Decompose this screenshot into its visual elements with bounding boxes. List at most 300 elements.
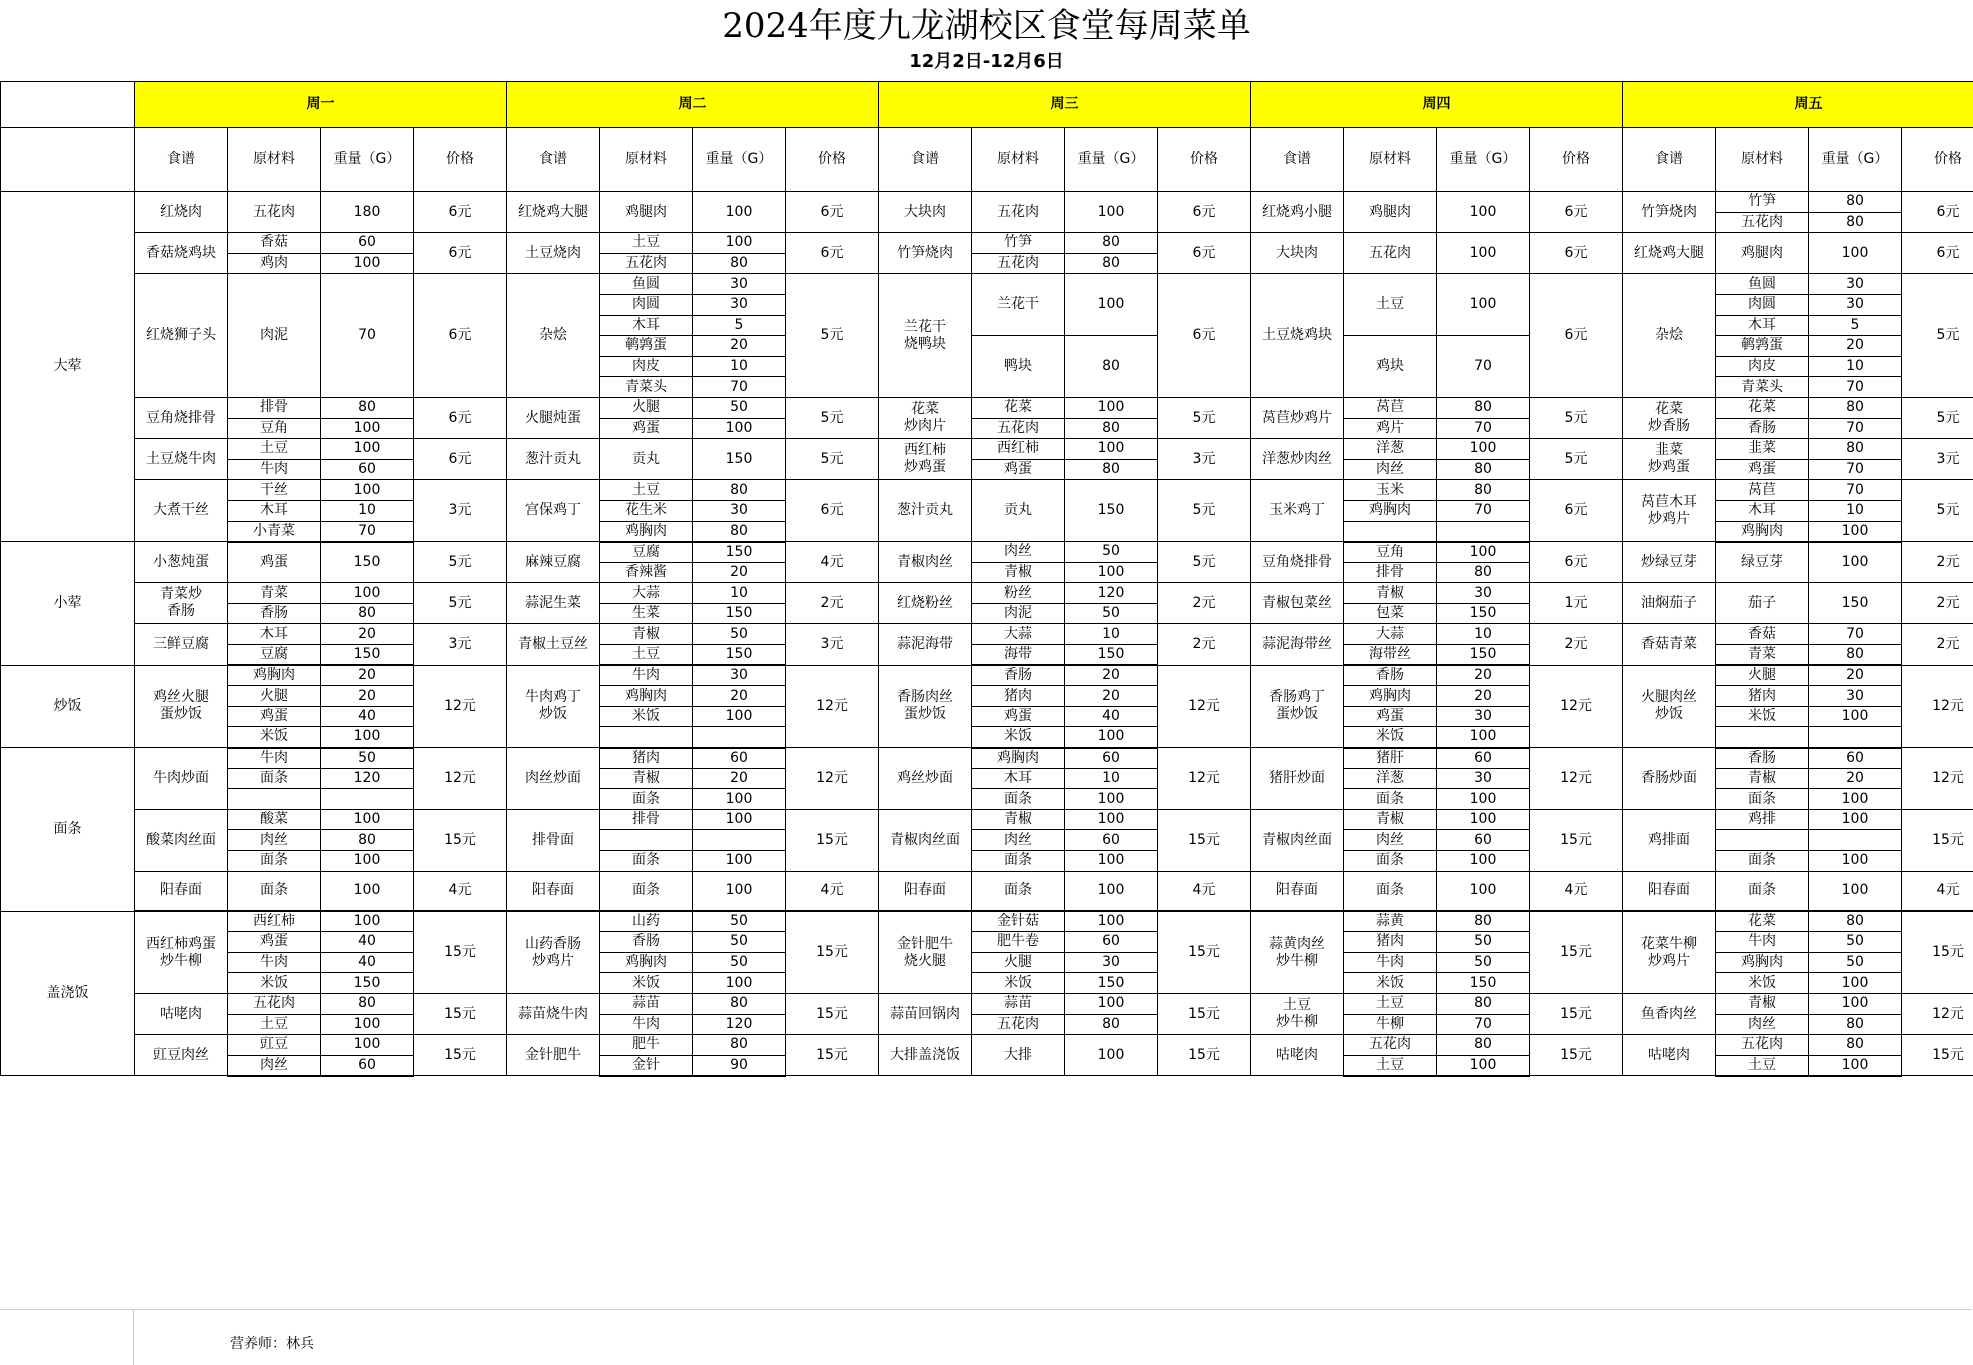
weight-col-header-tue: 重量（G） xyxy=(693,128,786,192)
ingredient-weight: 30 xyxy=(1809,274,1902,295)
ingredient-weight: 120 xyxy=(1065,583,1158,604)
ingredient-weight: 100 xyxy=(1065,993,1158,1014)
ingredient-weight: 70 xyxy=(321,274,414,398)
ingredient-weight: 60 xyxy=(1065,748,1158,769)
ingredient-weight: 80 xyxy=(1065,336,1158,398)
ingredient-weight: 100 xyxy=(1809,542,1902,583)
dish-name: 咕咾肉 xyxy=(1251,1035,1344,1076)
ingredient-name: 金针菇 xyxy=(972,911,1065,932)
dish-col-header-mon: 食谱 xyxy=(135,128,228,192)
ingredient-weight: 80 xyxy=(1437,397,1530,418)
ingredient-weight: 60 xyxy=(321,459,414,480)
day-header-fri: 周五 xyxy=(1623,82,1973,128)
dish-price: 2元 xyxy=(1902,542,1973,583)
ingredient-weight: 100 xyxy=(321,418,414,439)
ingredient-weight: 20 xyxy=(1809,768,1902,789)
dish-price: 5元 xyxy=(1902,274,1973,398)
ingredient-weight: 100 xyxy=(1437,192,1530,233)
dish-price: 5元 xyxy=(414,583,507,624)
ingredient-name: 香肠 xyxy=(1716,418,1809,439)
ingredient-name: 猪肉 xyxy=(600,748,693,769)
ingredient-weight: 100 xyxy=(693,809,786,830)
dish-name: 青椒土豆丝 xyxy=(507,624,600,665)
dish-price: 2元 xyxy=(1158,624,1251,665)
ingredient-name: 鸡胸肉 xyxy=(1344,500,1437,521)
ingredient-weight: 50 xyxy=(1065,542,1158,563)
dish-col-header-thu: 食谱 xyxy=(1251,128,1344,192)
ingredient-name: 玉米 xyxy=(1344,480,1437,501)
ingredient-weight: 80 xyxy=(693,480,786,501)
dish-name: 土豆烧牛肉 xyxy=(135,439,228,480)
dish-price: 5元 xyxy=(1158,480,1251,542)
ingredient-weight: 150 xyxy=(1437,603,1530,624)
ingredient-weight: 80 xyxy=(321,830,414,851)
ingredient-name: 贡丸 xyxy=(600,439,693,480)
ingredient-name: 粉丝 xyxy=(972,583,1065,604)
ingredient-name: 米饭 xyxy=(600,706,693,727)
dish-price: 4元 xyxy=(786,542,879,583)
ingredient-weight: 5 xyxy=(1809,315,1902,336)
ingredient-name: 海带丝 xyxy=(1344,645,1437,666)
dish-price: 1元 xyxy=(1530,583,1623,624)
ingredient-name: 青椒 xyxy=(972,809,1065,830)
ingredient-weight: 60 xyxy=(693,748,786,769)
ingredient-weight: 80 xyxy=(1065,1014,1158,1035)
ingredient-name: 鸡腿肉 xyxy=(600,192,693,233)
ingredient-name: 肉圆 xyxy=(600,294,693,315)
dish-col-header-wed: 食谱 xyxy=(879,128,972,192)
ingredient-weight: 60 xyxy=(1065,932,1158,953)
dish-price: 15元 xyxy=(786,911,879,993)
table-row xyxy=(1,748,1973,769)
ingredient-name: 莴苣 xyxy=(1344,397,1437,418)
dish-name: 洋葱炒肉丝 xyxy=(1251,439,1344,480)
ingredient-name: 面条 xyxy=(1716,851,1809,872)
price-col-header-mon: 价格 xyxy=(414,128,507,192)
ingredient-name: 火腿 xyxy=(600,397,693,418)
dish-price: 2元 xyxy=(1902,624,1973,665)
ingredient-weight: 100 xyxy=(693,973,786,994)
dish-name: 阳春面 xyxy=(879,871,972,911)
ingredient-weight: 50 xyxy=(1809,932,1902,953)
ingredient-name: 鸡胸肉 xyxy=(600,952,693,973)
ingredient-weight: 40 xyxy=(321,932,414,953)
ingredient-name: 米饭 xyxy=(228,973,321,994)
ingredient-name xyxy=(1716,830,1809,851)
ingredient-name: 鸡胸肉 xyxy=(1716,521,1809,542)
dish-price: 15元 xyxy=(1530,911,1623,993)
dish-price: 5元 xyxy=(786,397,879,438)
dish-price: 12元 xyxy=(1902,748,1973,810)
ingredient-weight: 20 xyxy=(693,336,786,357)
ingredient-weight: 10 xyxy=(321,500,414,521)
dish-name: 莴苣炒鸡片 xyxy=(1251,397,1344,438)
ingredient-name xyxy=(1344,521,1437,542)
ingredient-weight: 70 xyxy=(1809,418,1902,439)
ingredient-name: 香肠 xyxy=(600,932,693,953)
ingredient-name: 木耳 xyxy=(972,768,1065,789)
ingredient-weight: 80 xyxy=(1809,645,1902,666)
ingredient-weight: 40 xyxy=(1065,706,1158,727)
ingredient-weight: 30 xyxy=(1809,686,1902,707)
ingredient-name: 青菜 xyxy=(228,583,321,604)
ingredient-weight xyxy=(1809,727,1902,748)
ingredient-name: 肉丝 xyxy=(972,830,1065,851)
ingredient-name: 鸡蛋 xyxy=(972,706,1065,727)
ingredient-weight: 100 xyxy=(321,851,414,872)
dish-name: 竹笋烧肉 xyxy=(879,233,972,274)
ingredient-name: 香肠 xyxy=(972,665,1065,686)
dish-price: 15元 xyxy=(1158,911,1251,993)
ingredient-name: 香菇 xyxy=(228,233,321,254)
ingredient-name: 洋葱 xyxy=(1344,768,1437,789)
dish-price: 2元 xyxy=(1158,583,1251,624)
ingredient-col-header-fri: 原材料 xyxy=(1716,128,1809,192)
ingredient-name: 香辣酱 xyxy=(600,562,693,583)
ingredient-name: 鸡胸肉 xyxy=(1716,952,1809,973)
ingredient-name: 大蒜 xyxy=(972,624,1065,645)
dish-price: 6元 xyxy=(1158,192,1251,233)
ingredient-weight: 100 xyxy=(321,1014,414,1035)
dish-name: 红烧鸡大腿 xyxy=(1623,233,1716,274)
ingredient-name: 牛肉 xyxy=(228,748,321,769)
dish-price: 6元 xyxy=(1158,233,1251,274)
ingredient-name: 海带 xyxy=(972,645,1065,666)
table-row xyxy=(1,480,1973,501)
ingredient-name: 鸭块 xyxy=(972,336,1065,398)
ingredient-weight: 150 xyxy=(693,439,786,480)
ingredient-weight: 80 xyxy=(1065,233,1158,254)
ingredient-name: 五花肉 xyxy=(972,1014,1065,1035)
ingredient-name: 面条 xyxy=(1344,851,1437,872)
dish-name: 鱼香肉丝 xyxy=(1623,993,1716,1034)
ingredient-weight: 30 xyxy=(1809,294,1902,315)
ingredient-name: 青椒 xyxy=(1344,809,1437,830)
ingredient-name: 贡丸 xyxy=(972,480,1065,542)
category-label: 大荤 xyxy=(1,192,135,542)
ingredient-name: 青椒 xyxy=(972,562,1065,583)
ingredient-weight: 100 xyxy=(1065,274,1158,336)
ingredient-name: 五花肉 xyxy=(1344,1035,1437,1056)
ingredient-weight: 70 xyxy=(1437,418,1530,439)
dish-name: 大煮干丝 xyxy=(135,480,228,542)
ingredient-weight: 100 xyxy=(1437,789,1530,810)
ingredient-name: 土豆 xyxy=(600,233,693,254)
dish-price: 15元 xyxy=(1158,993,1251,1034)
ingredient-weight: 70 xyxy=(1809,624,1902,645)
dish-name: 阳春面 xyxy=(1623,871,1716,911)
ingredient-weight: 40 xyxy=(321,952,414,973)
ingredient-name xyxy=(228,789,321,810)
dish-name: 鸡丝炒面 xyxy=(879,748,972,810)
dish-price: 4元 xyxy=(1902,871,1973,911)
dish-price: 12元 xyxy=(1530,748,1623,810)
ingredient-weight: 100 xyxy=(693,851,786,872)
dish-price: 15元 xyxy=(1158,809,1251,871)
weight-col-header-mon: 重量（G） xyxy=(321,128,414,192)
ingredient-weight: 10 xyxy=(693,356,786,377)
ingredient-name: 五花肉 xyxy=(972,418,1065,439)
dish-price: 6元 xyxy=(1158,274,1251,398)
ingredient-name: 洋葱 xyxy=(1344,439,1437,460)
ingredient-name: 五花肉 xyxy=(228,993,321,1014)
ingredient-name: 牛肉 xyxy=(600,665,693,686)
dish-name: 杂烩 xyxy=(1623,274,1716,398)
ingredient-name: 排骨 xyxy=(228,397,321,418)
table-row xyxy=(1,274,1973,295)
dish-name: 山药香肠 炒鸡片 xyxy=(507,911,600,993)
dish-price: 15元 xyxy=(1158,1035,1251,1076)
ingredient-name: 肉丝 xyxy=(228,830,321,851)
ingredient-name: 蒜苗 xyxy=(600,993,693,1014)
ingredient-weight: 150 xyxy=(1809,583,1902,624)
dish-name: 火腿肉丝 炒饭 xyxy=(1623,665,1716,747)
ingredient-name: 火腿 xyxy=(972,952,1065,973)
dish-name: 香肠炒面 xyxy=(1623,748,1716,810)
ingredient-weight: 150 xyxy=(321,542,414,583)
ingredient-name xyxy=(600,830,693,851)
table-row xyxy=(1,911,1973,932)
ingredient-weight: 70 xyxy=(1809,480,1902,501)
ingredient-weight xyxy=(321,789,414,810)
ingredient-name: 西红柿 xyxy=(972,439,1065,460)
ingredient-name: 牛肉 xyxy=(228,459,321,480)
dish-price: 6元 xyxy=(414,192,507,233)
category-label: 面条 xyxy=(1,748,135,912)
dish-price: 4元 xyxy=(1158,871,1251,911)
dish-price: 12元 xyxy=(786,748,879,810)
table-row xyxy=(1,1035,1973,1056)
dish-name: 蒜泥生菜 xyxy=(507,583,600,624)
ingredient-name: 鸡腿肉 xyxy=(1716,233,1809,274)
ingredient-weight: 80 xyxy=(1437,911,1530,932)
dish-name: 土豆烧肉 xyxy=(507,233,600,274)
ingredient-weight: 70 xyxy=(1809,459,1902,480)
dish-name: 麻辣豆腐 xyxy=(507,542,600,583)
dish-name: 豆角烧排骨 xyxy=(135,397,228,438)
ingredient-weight: 150 xyxy=(1437,645,1530,666)
ingredient-name: 猪肉 xyxy=(1716,686,1809,707)
ingredient-weight: 20 xyxy=(693,768,786,789)
dish-price: 5元 xyxy=(786,439,879,480)
dish-name: 土豆烧鸡块 xyxy=(1251,274,1344,398)
ingredient-weight: 50 xyxy=(321,748,414,769)
ingredient-weight: 30 xyxy=(693,665,786,686)
table-row xyxy=(1,871,1973,911)
ingredient-name: 鱼圆 xyxy=(600,274,693,295)
ingredient-name: 酸菜 xyxy=(228,809,321,830)
ingredient-name: 木耳 xyxy=(1716,500,1809,521)
ingredient-weight: 100 xyxy=(321,1035,414,1056)
category-label: 小荤 xyxy=(1,542,135,666)
ingredient-weight: 60 xyxy=(1809,748,1902,769)
ingredient-weight xyxy=(693,830,786,851)
ingredient-name: 青椒 xyxy=(1716,993,1809,1014)
ingredient-weight: 150 xyxy=(1065,973,1158,994)
ingredient-name xyxy=(1716,727,1809,748)
dish-name: 土豆 炒牛柳 xyxy=(1251,993,1344,1034)
ingredient-name: 鸡排 xyxy=(1716,809,1809,830)
dish-name: 香菇烧鸡块 xyxy=(135,233,228,274)
dish-price: 3元 xyxy=(1158,439,1251,480)
ingredient-name: 香肠 xyxy=(228,603,321,624)
ingredient-name: 韭菜 xyxy=(1716,439,1809,460)
ingredient-name: 包菜 xyxy=(1344,603,1437,624)
ingredient-name: 牛肉 xyxy=(228,952,321,973)
ingredient-weight xyxy=(693,727,786,748)
dish-name: 红烧狮子头 xyxy=(135,274,228,398)
ingredient-name: 土豆 xyxy=(228,439,321,460)
table-row xyxy=(1,583,1973,604)
ingredient-name: 鸡蛋 xyxy=(228,542,321,583)
ingredient-name: 鹌鹑蛋 xyxy=(1716,336,1809,357)
ingredient-weight: 20 xyxy=(693,562,786,583)
dish-price: 5元 xyxy=(1158,542,1251,583)
ingredient-name: 肉泥 xyxy=(972,603,1065,624)
dish-name: 阳春面 xyxy=(135,871,228,911)
ingredient-name: 蒜黄 xyxy=(1344,911,1437,932)
ingredient-name: 肉皮 xyxy=(600,356,693,377)
dish-price: 2元 xyxy=(786,583,879,624)
category-col-header xyxy=(1,128,135,192)
ingredient-name: 面条 xyxy=(972,851,1065,872)
dish-name: 西红柿鸡蛋 炒牛柳 xyxy=(135,911,228,993)
date-range: 12月2日-12月6日 xyxy=(909,51,1064,72)
ingredient-col-header-tue: 原材料 xyxy=(600,128,693,192)
dish-name: 咕咾肉 xyxy=(1623,1035,1716,1076)
ingredient-weight: 80 xyxy=(1437,459,1530,480)
ingredient-name: 鸡蛋 xyxy=(1716,459,1809,480)
ingredient-name: 面条 xyxy=(972,789,1065,810)
ingredient-name: 土豆 xyxy=(600,645,693,666)
dish-price: 12元 xyxy=(786,665,879,747)
table-row xyxy=(1,233,1973,254)
day-header-tue: 周二 xyxy=(507,82,879,128)
dish-name: 金针肥牛 xyxy=(507,1035,600,1076)
ingredient-name: 面条 xyxy=(228,768,321,789)
ingredient-weight: 150 xyxy=(321,973,414,994)
ingredient-weight: 20 xyxy=(1437,665,1530,686)
ingredient-name: 牛肉 xyxy=(600,1014,693,1035)
table-row xyxy=(1,665,1973,686)
ingredient-weight: 100 xyxy=(1065,871,1158,911)
dish-price: 12元 xyxy=(1158,665,1251,747)
dish-price: 4元 xyxy=(786,871,879,911)
day-header-row xyxy=(1,82,1973,128)
ingredient-weight: 80 xyxy=(1809,1035,1902,1056)
dish-price: 5元 xyxy=(1902,480,1973,542)
ingredient-name: 米饭 xyxy=(1716,706,1809,727)
ingredient-name: 牛柳 xyxy=(1344,1014,1437,1035)
dish-name: 青椒肉丝 xyxy=(879,542,972,583)
ingredient-weight: 50 xyxy=(1809,952,1902,973)
ingredient-weight: 80 xyxy=(1437,562,1530,583)
price-col-header-thu: 价格 xyxy=(1530,128,1623,192)
dish-name: 火腿炖蛋 xyxy=(507,397,600,438)
table-row xyxy=(1,809,1973,830)
dish-price: 6元 xyxy=(1902,192,1973,233)
day-header-thu: 周四 xyxy=(1251,82,1623,128)
dish-price: 6元 xyxy=(786,480,879,542)
dish-price: 6元 xyxy=(786,192,879,233)
ingredient-weight: 50 xyxy=(1437,952,1530,973)
ingredient-weight: 100 xyxy=(1065,851,1158,872)
dish-name: 莴苣木耳 炒鸡片 xyxy=(1623,480,1716,542)
menu-body xyxy=(1,192,1973,1076)
ingredient-name: 面条 xyxy=(1344,789,1437,810)
ingredient-name: 鸡块 xyxy=(1344,336,1437,398)
ingredient-weight: 150 xyxy=(1065,480,1158,542)
ingredient-name: 花菜 xyxy=(1716,911,1809,932)
ingredient-name: 肉泥 xyxy=(228,274,321,398)
ingredient-name: 土豆 xyxy=(600,480,693,501)
ingredient-name: 兰花干 xyxy=(972,274,1065,336)
ingredient-weight: 50 xyxy=(1437,932,1530,953)
ingredient-weight: 80 xyxy=(693,993,786,1014)
ingredient-name: 火腿 xyxy=(228,686,321,707)
ingredient-weight: 120 xyxy=(693,1014,786,1035)
ingredient-weight: 20 xyxy=(1437,686,1530,707)
dish-name: 红烧鸡小腿 xyxy=(1251,192,1344,233)
ingredient-weight: 30 xyxy=(693,274,786,295)
dish-price: 5元 xyxy=(1902,397,1973,438)
ingredient-name: 豆角 xyxy=(1344,542,1437,563)
ingredient-name: 花生米 xyxy=(600,500,693,521)
ingredient-name: 肉丝 xyxy=(972,542,1065,563)
table-row xyxy=(1,192,1973,213)
ingredient-name: 豆腐 xyxy=(600,542,693,563)
ingredient-weight: 100 xyxy=(1809,233,1902,274)
ingredient-name: 鸡蛋 xyxy=(1344,706,1437,727)
ingredient-name: 米饭 xyxy=(1344,973,1437,994)
dish-price: 12元 xyxy=(1902,993,1973,1034)
ingredient-name: 青菜头 xyxy=(600,377,693,398)
ingredient-weight: 100 xyxy=(321,253,414,274)
dish-name: 肉丝炒面 xyxy=(507,748,600,810)
ingredient-weight: 100 xyxy=(1437,851,1530,872)
ingredient-name: 面条 xyxy=(228,871,321,911)
ingredient-name: 鸡胸肉 xyxy=(972,748,1065,769)
dish-price: 12元 xyxy=(414,665,507,747)
dish-name: 红烧鸡大腿 xyxy=(507,192,600,233)
ingredient-weight: 70 xyxy=(693,377,786,398)
ingredient-name: 木耳 xyxy=(600,315,693,336)
ingredient-name: 鸡蛋 xyxy=(228,706,321,727)
ingredient-weight: 10 xyxy=(1065,768,1158,789)
ingredient-name: 莴苣 xyxy=(1716,480,1809,501)
ingredient-weight: 10 xyxy=(1809,356,1902,377)
ingredient-weight: 120 xyxy=(321,768,414,789)
dish-name: 蒜泥海带丝 xyxy=(1251,624,1344,665)
dish-name: 大块肉 xyxy=(1251,233,1344,274)
dish-name: 竹笋烧肉 xyxy=(1623,192,1716,233)
ingredient-weight: 10 xyxy=(693,583,786,604)
ingredient-weight: 100 xyxy=(1437,233,1530,274)
ingredient-weight: 150 xyxy=(693,542,786,563)
category-label: 炒饭 xyxy=(1,665,135,747)
footer-left-divider xyxy=(133,1309,134,1365)
dish-name: 排骨面 xyxy=(507,809,600,871)
table-row xyxy=(1,624,1973,645)
ingredient-name: 米饭 xyxy=(600,973,693,994)
dish-name: 西红柿 炒鸡蛋 xyxy=(879,439,972,480)
dish-name: 鸡丝火腿 蛋炒饭 xyxy=(135,665,228,747)
dish-name: 炒绿豆芽 xyxy=(1623,542,1716,583)
table-row xyxy=(1,993,1973,1014)
dish-price: 15元 xyxy=(414,809,507,871)
dish-name: 豆角烧排骨 xyxy=(1251,542,1344,583)
ingredient-weight: 150 xyxy=(693,603,786,624)
